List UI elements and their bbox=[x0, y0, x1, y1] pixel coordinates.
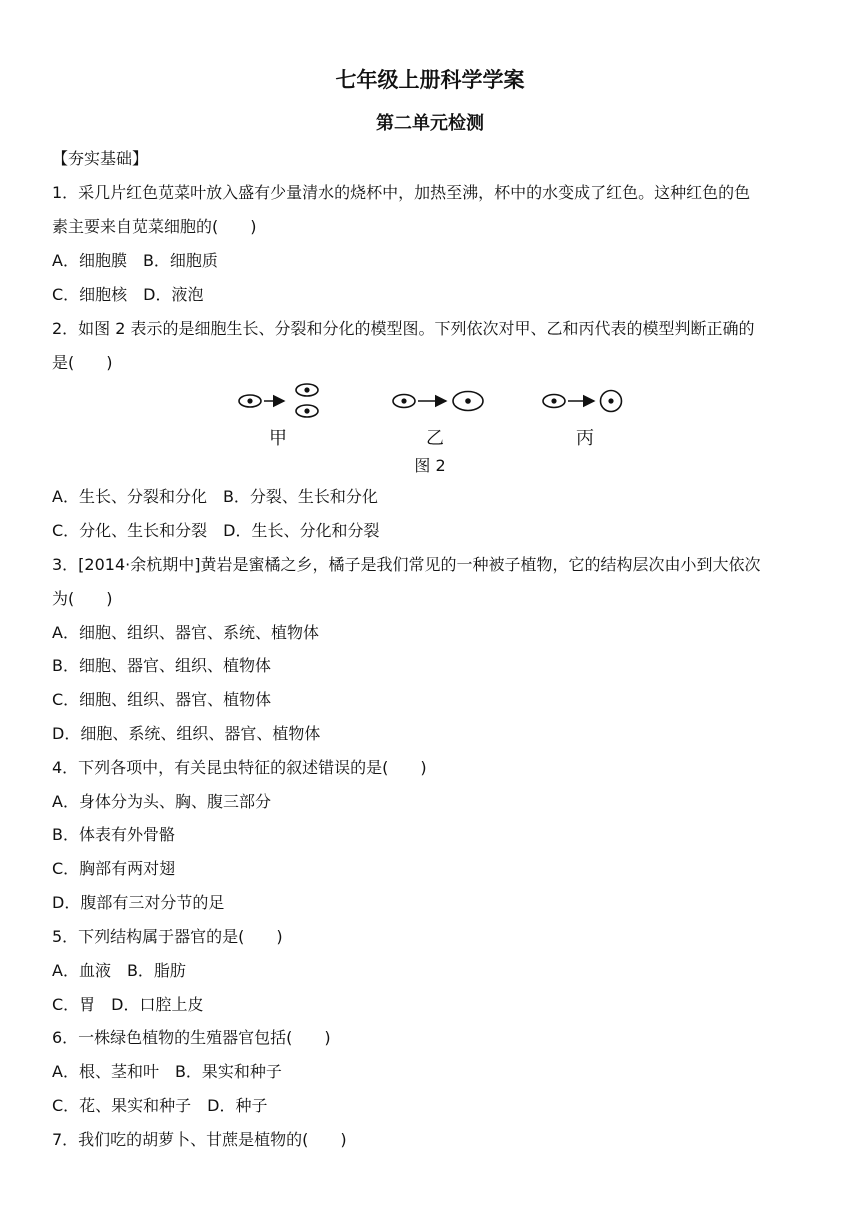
cell-nucleus bbox=[401, 398, 406, 403]
answer-option: C．细胞、组织、器官、植物体 bbox=[52, 690, 272, 709]
cell-nucleus bbox=[551, 398, 556, 403]
question-text: 2．如图 2 表示的是细胞生长、分裂和分化的模型图。下列依次对甲、乙和丙代表的模型判断正确的 bbox=[52, 319, 755, 338]
figure-label-bing: 丙 bbox=[576, 428, 594, 449]
question-text: 3．[2014·余杭期中]黄岩是蜜橘之乡，橘子是我们常见的一种被子植物，它的结构层次由小到大依次 bbox=[52, 555, 761, 574]
cell-nucleus bbox=[304, 408, 309, 413]
answer-option: C．花、果实和种子 D．种子 bbox=[52, 1096, 268, 1115]
answer-option: A．细胞膜 B．细胞质 bbox=[52, 251, 218, 270]
answer-option: C．胸部有两对翅 bbox=[52, 859, 176, 878]
answer-option: A．细胞、组织、器官、系统、植物体 bbox=[52, 623, 319, 642]
cell-model-figure bbox=[0, 375, 860, 425]
answer-option: A．根、茎和叶 B．果实和种子 bbox=[52, 1062, 282, 1081]
cell-nucleus bbox=[608, 398, 613, 403]
figure-label-yi: 乙 bbox=[426, 428, 444, 449]
cell-nucleus bbox=[247, 398, 252, 403]
cell-nucleus bbox=[304, 387, 309, 392]
answer-option: B．细胞、器官、组织、植物体 bbox=[52, 656, 271, 675]
model-jia bbox=[239, 384, 318, 417]
question-text: 1．采几片红色苋菜叶放入盛有少量清水的烧杯中，加热至沸，杯中的水变成了红色。这种红色的色 bbox=[52, 183, 751, 202]
figure-caption: 图 2 bbox=[414, 456, 446, 475]
question-text: 素主要来自苋菜细胞的( ) bbox=[52, 217, 257, 236]
question-text: 4．下列各项中，有关昆虫特征的叙述错误的是( ) bbox=[52, 758, 427, 777]
answer-option: B．体表有外骨骼 bbox=[52, 825, 175, 844]
question-text: 7．我们吃的胡萝卜、甘蔗是植物的( ) bbox=[52, 1130, 347, 1149]
answer-option: A．身体分为头、胸、腹三部分 bbox=[52, 792, 271, 811]
answer-option: A．生长、分裂和分化 B．分裂、生长和分化 bbox=[52, 487, 378, 506]
question-text: 是( ) bbox=[52, 353, 113, 372]
answer-option: D．腹部有三对分节的足 bbox=[52, 893, 225, 912]
page-subtitle: 第二单元检测 bbox=[376, 113, 484, 134]
page-title: 七年级上册科学学案 bbox=[335, 68, 525, 92]
answer-option: C．细胞核 D．液泡 bbox=[52, 285, 204, 304]
question-text: 5．下列结构属于器官的是( ) bbox=[52, 927, 283, 946]
question-text: 为( ) bbox=[52, 589, 113, 608]
answer-option: D．细胞、系统、组织、器官、植物体 bbox=[52, 724, 321, 743]
answer-option: A．血液 B．脂肪 bbox=[52, 961, 186, 980]
model-bing bbox=[543, 391, 622, 412]
cell-nucleus bbox=[465, 398, 471, 404]
question-text: 6．一株绿色植物的生殖器官包括( ) bbox=[52, 1028, 331, 1047]
section-label: 【夯实基础】 bbox=[52, 149, 149, 168]
answer-option: C．胃 D．口腔上皮 bbox=[52, 995, 204, 1014]
figure-label-jia: 甲 bbox=[269, 428, 287, 449]
answer-option: C．分化、生长和分裂 D．生长、分化和分裂 bbox=[52, 521, 380, 540]
model-yi bbox=[393, 392, 483, 411]
